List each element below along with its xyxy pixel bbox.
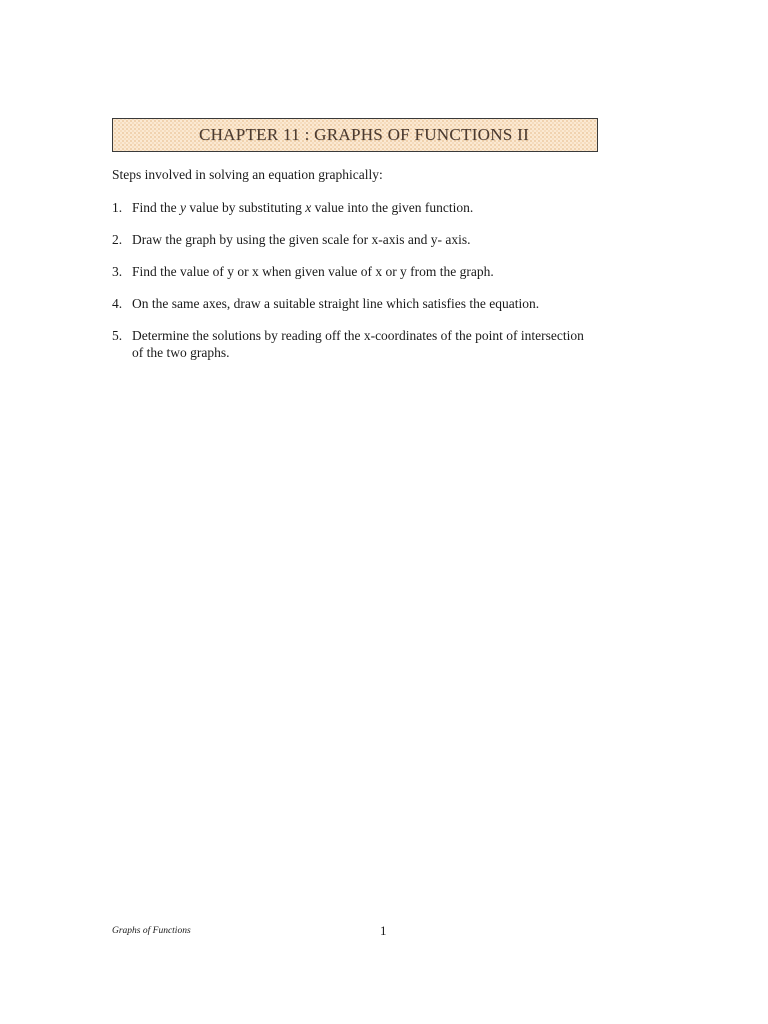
step-item [112,199,592,216]
step-number: 4. [112,296,123,311]
step-item [112,231,592,248]
step-number: 1. [112,200,123,215]
variable-x: x [305,200,312,215]
variable-y: y [180,200,187,215]
step-number: 3. [112,264,123,279]
step-item [112,327,592,361]
footer-title: Graphs of Functions [112,926,191,936]
step-text: Draw the graph by using the given scale for x-axis and y- axis. [132,232,471,247]
page-number: 1 [380,923,387,938]
step-text [132,200,473,215]
step-number: 2. [112,232,123,247]
step-text: Find the value of y or x when given value of x or y from the graph. [132,264,494,279]
chapter-title: CHAPTER 11 : GRAPHS OF FUNCTIONS II [198,125,530,144]
step-item [112,263,592,280]
step-item [112,295,592,312]
step-text: On the same axes, draw a suitable straight line which satisfies the equation. [132,296,540,311]
step-text: Determine the solutions by reading off the x-coordinates of the point of intersection of the two graphs. [132,328,584,360]
step-text-part: Find the [132,200,181,215]
intro-text: Steps involved in solving an equation graphically: [112,167,383,182]
step-text-part: value by substituting [186,200,306,215]
steps-list [112,199,592,376]
step-number: 5. [112,328,123,343]
step-text-part: value into the given function. [311,200,474,215]
chapter-title-box [112,118,598,152]
